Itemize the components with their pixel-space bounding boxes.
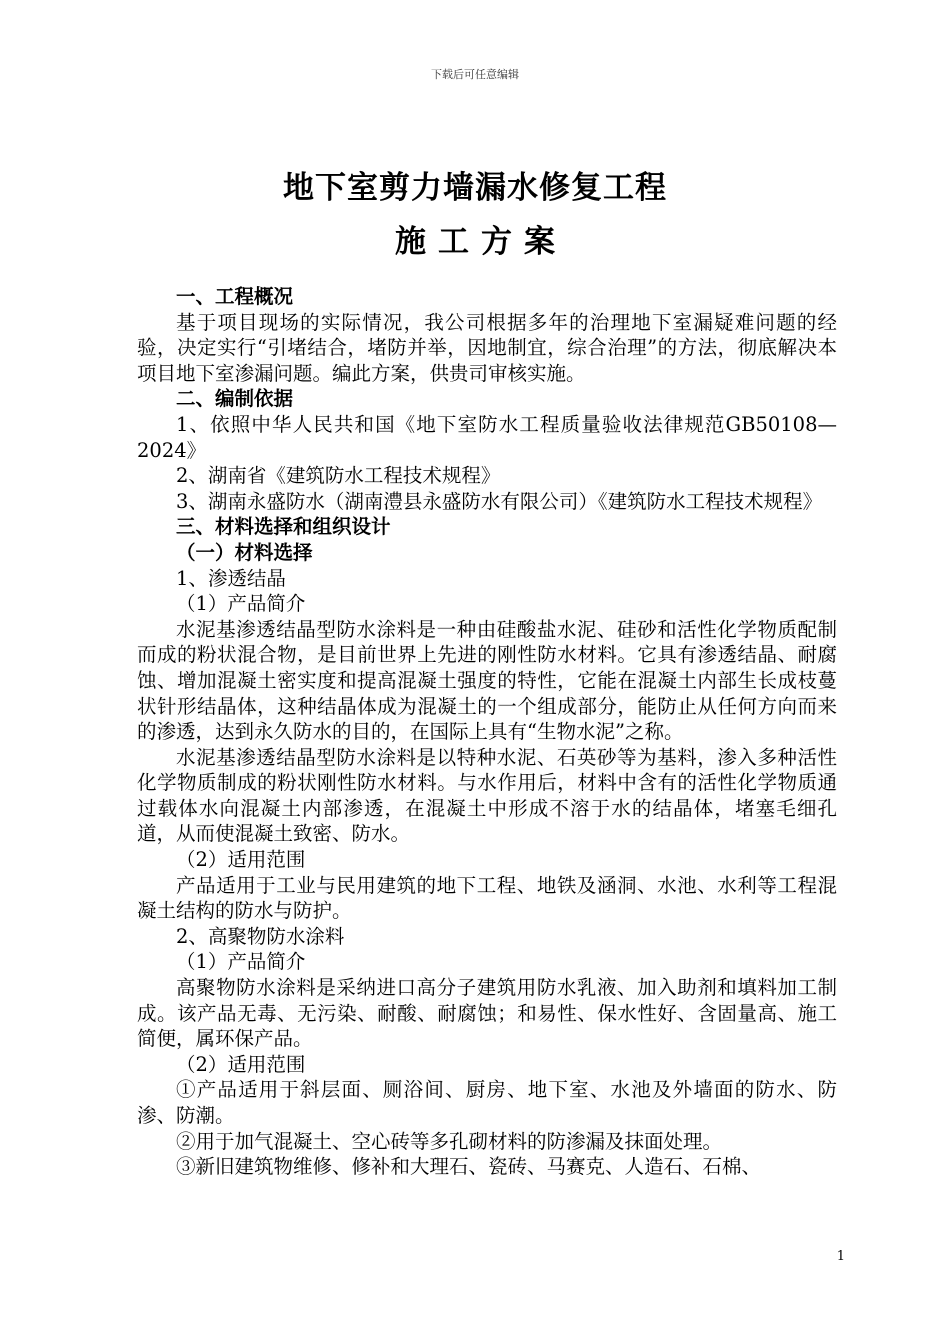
body-paragraph: 3、湖南永盛防水（湖南澧县永盛防水有限公司）《建筑防水工程技术规程》	[176, 489, 823, 513]
body-paragraph: 基于项目现场的实际情况，我公司根据多年的治理地下室漏疑难问题的经验，决定实行“引堵结合，堵防并举，因地制宜，综合治理”的方法，彻底解决本项目地下室渗漏问题。编此方案，供贵司审核实施。	[137, 310, 837, 385]
document-title: 地下室剪力墙漏水修复工程	[283, 170, 667, 206]
body-paragraph: 水泥基渗透结晶型防水涂料是一种由硅酸盐水泥、硅砂和活性化学物质配制而成的粉状混合物，是目前世界上先进的刚性防水材料。它具有渗透结晶、耐腐蚀、增加混凝土密实度和提高混凝土强度的特性，它能在混凝土内部生长成枝蔓状针形结晶体，这种结晶体成为混凝土的一个组成部分，能防止从任何方向而来的渗透，达到永久防水的目的，在国际上具有“生物水泥”之称。	[137, 617, 837, 744]
header-note: 下载后可任意编辑	[431, 68, 519, 81]
page-number: 1	[836, 1249, 845, 1264]
body-paragraph: （2）适用范围	[176, 848, 306, 872]
body-paragraph: （1）产品简介	[176, 950, 306, 974]
body-paragraph: 高聚物防水涂料是采纳进口高分子建筑用防水乳液、加入助剂和填料加工制成。该产品无毒、无污染、耐酸、耐腐蚀；和易性、保水性好、含固量高、施工简便，属环保产品。	[137, 976, 837, 1051]
body-paragraph: 产品适用于工业与民用建筑的地下工程、地铁及涵洞、水池、水利等工程混凝土结构的防水与防护。	[137, 873, 837, 923]
body-paragraph: ③新旧建筑物维修、修补和大理石、瓷砖、马赛克、人造石、石棉、	[176, 1155, 762, 1179]
body-paragraph: 1、渗透结晶	[176, 566, 286, 590]
body-paragraph: ②用于加气混凝土、空心砖等多孔砌材料的防渗漏及抹面处理。	[176, 1129, 723, 1153]
section-heading: （一）材料选择	[176, 540, 313, 564]
document-body	[137, 284, 837, 1180]
section-heading: 二、编制依据	[176, 387, 294, 411]
section-heading: 一、工程概况	[176, 285, 294, 308]
body-paragraph: 2、湖南省《建筑防水工程技术规程》	[176, 464, 501, 488]
section-heading: 三、材料选择和组织设计	[176, 515, 391, 539]
body-paragraph: ①产品适用于斜层面、厕浴间、厨房、地下室、水池及外墙面的防水、防渗、防潮。	[137, 1078, 837, 1127]
body-paragraph: 水泥基渗透结晶型防水涂料是以特种水泥、石英砂等为基料，渗入多种活性化学物质制成的粉状刚性防水材料。与水作用后，材料中含有的活性化学物质通过载体水向混凝土内部渗透，在混凝土中形成不溶于水的结晶体，堵塞毛细孔道，从而使混凝土致密、防水。	[137, 745, 837, 846]
body-paragraph: 2、高聚物防水涂料	[176, 924, 345, 948]
body-paragraph: （1）产品简介	[176, 592, 306, 616]
document-subtitle: 施工方案	[395, 224, 567, 260]
body-paragraph: 1、依照中华人民共和国《地下室防水工程质量验收法律规范GB50108—2024》	[137, 412, 837, 462]
body-paragraph: （2）适用范围	[176, 1052, 306, 1076]
